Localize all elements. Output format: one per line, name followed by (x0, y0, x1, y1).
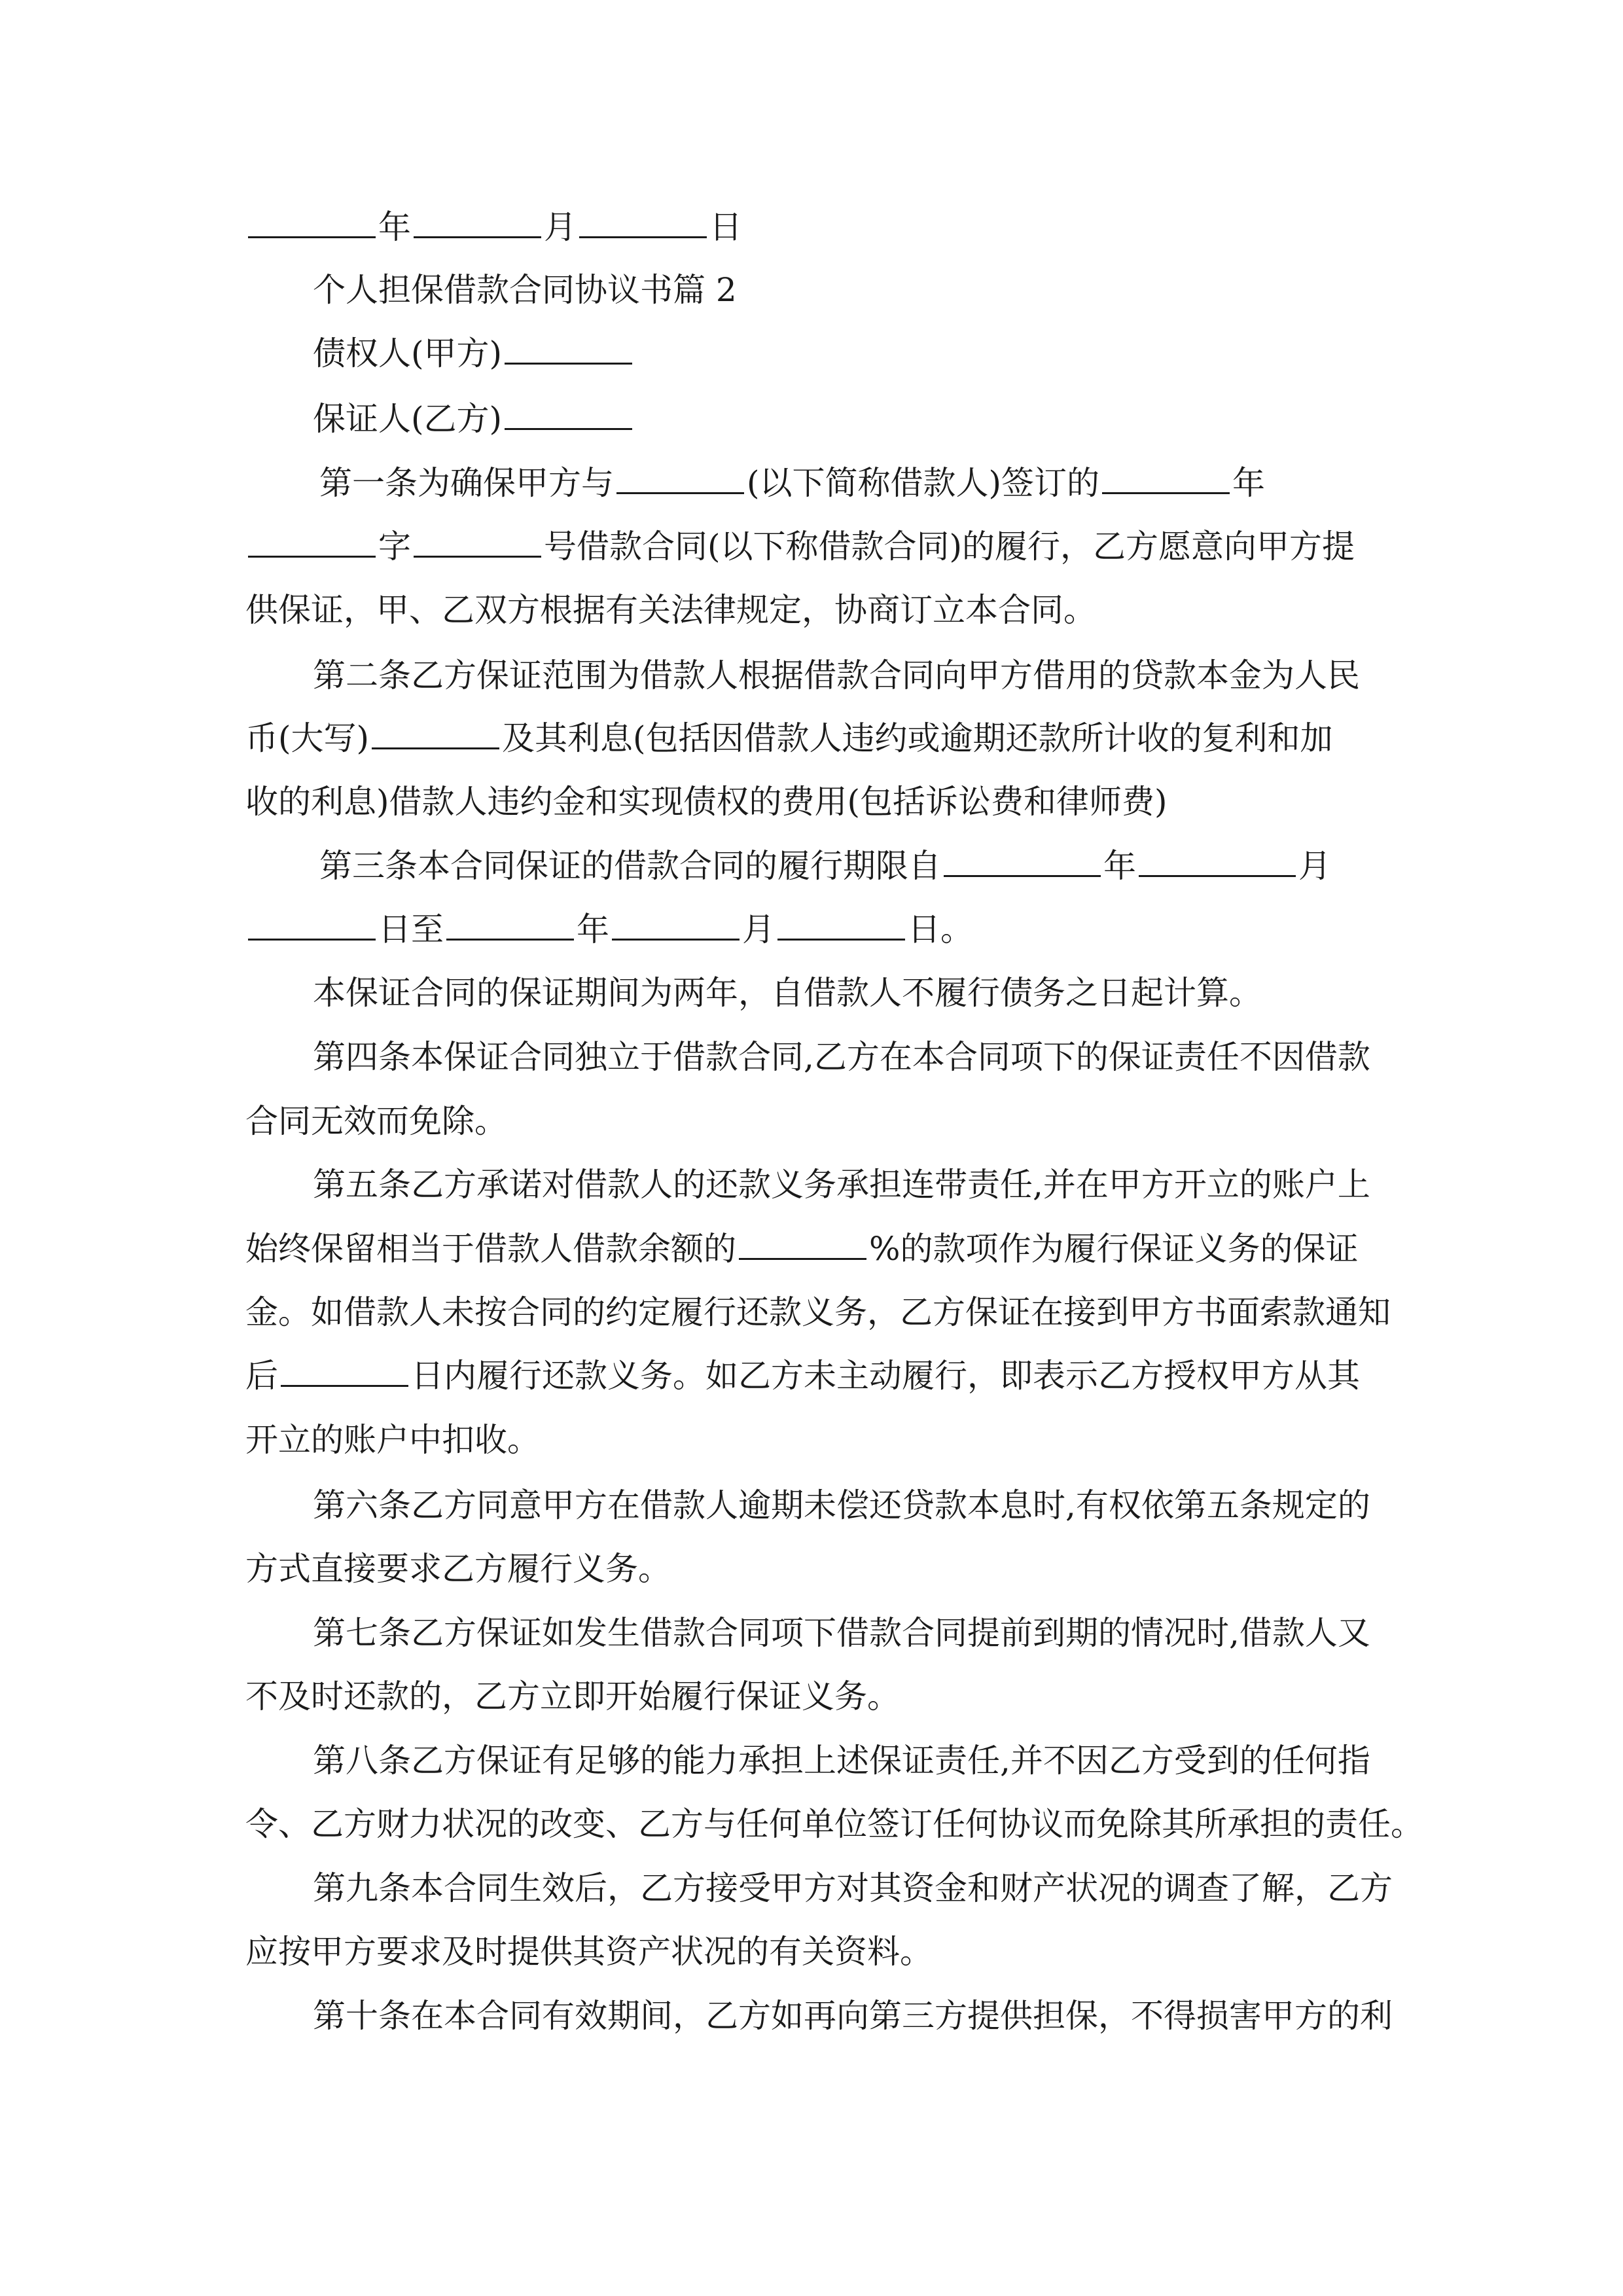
article-7-line-1: 第七条乙方保证如发生借款合同项下借款合同提前到期的情况时,借款人又 (313, 1614, 1370, 1652)
blank-field (777, 937, 905, 941)
text-run: 年 (1232, 464, 1266, 502)
blank-field (944, 874, 1101, 877)
blank-field (616, 491, 744, 494)
blank-field (414, 554, 541, 558)
text-run: 始终保留相当于借款人借款余额的 (245, 1230, 736, 1268)
article-10-line-1: 第十条在本合同有效期间，乙方如再向第三方提供担保，不得损害甲方的利 (313, 1997, 1393, 2035)
text-run: 后 (245, 1357, 278, 1395)
blank-field (739, 1257, 866, 1260)
blank-field (248, 235, 376, 238)
text-run: 第一条为确保甲方与 (319, 464, 614, 502)
blank-field (505, 427, 632, 430)
blank-field (446, 937, 574, 941)
article-1-line-1 (319, 460, 1384, 506)
text-run: 年 (577, 910, 609, 948)
article-5-line-5: 开立的账户中扣收。 (245, 1421, 540, 1459)
article-3-line-2 (245, 906, 1378, 952)
article-2-line-2 (245, 715, 1378, 761)
blank-field (505, 361, 632, 365)
day-label: 日 (709, 208, 742, 246)
text-run: 日内履行还款义务。如乙方未主动履行，即表示乙方授权甲方从其 (411, 1357, 1360, 1395)
blank-field (612, 937, 740, 941)
article-5-line-3: 金。如借款人未按合同的约定履行还款义务，乙方保证在接到甲方书面索款通知 (245, 1293, 1391, 1331)
article-4-line-2: 合同无效而免除。 (245, 1102, 507, 1140)
article-7-line-2: 不及时还款的，乙方立即开始履行保证义务。 (245, 1677, 900, 1715)
article-6-line-1: 第六条乙方同意甲方在借款人逾期未偿还贷款本息时,有权依第五条规定的 (313, 1486, 1370, 1524)
creditor-line (313, 331, 1378, 376)
text-run: 日至 (378, 910, 444, 948)
article-6-line-2: 方式直接要求乙方履行义务。 (245, 1550, 671, 1588)
article-1-line-2 (245, 524, 1378, 569)
guarantor-label: 保证人(乙方) (313, 400, 503, 438)
blank-field (579, 235, 707, 238)
guarantor-line (313, 396, 1378, 442)
article-2-line-1: 第二条乙方保证范围为借款人根据借款合同向甲方借用的贷款本金为人民 (313, 656, 1360, 694)
section-title: 个人担保借款合同协议书篇 2 (313, 271, 737, 309)
blank-field (414, 235, 541, 238)
text-run: %的款项作为履行保证义务的保证 (869, 1230, 1359, 1268)
guarantee-period: 本保证合同的保证期间为两年，自借款人不履行债务之日起计算。 (313, 974, 1262, 1012)
text-run: 月 (742, 910, 775, 948)
text-run: 币(大写) (245, 719, 370, 757)
blank-field (1139, 874, 1296, 877)
text-run: 月 (1298, 847, 1331, 885)
article-1-line-3: 供保证，甲、乙双方根据有关法律规定，协商订立本合同。 (245, 591, 1096, 629)
blank-field (372, 746, 499, 749)
month-label: 月 (544, 208, 577, 246)
article-4-line-1: 第四条本保证合同独立于借款合同,乙方在本合同项下的保证责任不因借款 (313, 1038, 1370, 1076)
text-run: 字 (378, 528, 411, 565)
year-label: 年 (378, 208, 411, 246)
creditor-label: 债权人(甲方) (313, 334, 503, 372)
text-run: 日。 (908, 910, 973, 948)
article-2-line-3: 收的利息)借款人违约金和实现债权的费用(包括诉讼费和律师费) (245, 783, 1168, 821)
blank-field (281, 1384, 408, 1387)
text-run: 第三条本合同保证的借款合同的履行期限自 (319, 847, 941, 885)
date-line (245, 204, 1378, 250)
article-3-line-1 (319, 843, 1384, 889)
blank-field (248, 554, 376, 558)
text-run: 年 (1103, 847, 1136, 885)
blank-field (1102, 491, 1230, 494)
article-5-line-1: 第五条乙方承诺对借款人的还款义务承担连带责任,并在甲方开立的账户上 (313, 1166, 1370, 1204)
text-run: 号借款合同(以下称借款合同)的履行，乙方愿意向甲方提 (544, 528, 1355, 565)
article-9-line-1: 第九条本合同生效后，乙方接受甲方对其资金和财产状况的调查了解，乙方 (313, 1869, 1393, 1907)
text-run: (以下简称借款人)签订的 (747, 464, 1100, 502)
blank-field (248, 937, 376, 941)
article-5-line-2 (245, 1226, 1378, 1272)
article-5-line-4 (245, 1353, 1378, 1399)
article-9-line-2: 应按甲方要求及时提供其资产状况的有关资料。 (245, 1933, 933, 1971)
text-run: 及其利息(包括因借款人违约或逾期还款所计收的复利和加 (502, 719, 1333, 757)
article-8-line-2: 令、乙方财力状况的改变、乙方与任何单位签订任何协议而免除其所承担的责任。 (245, 1805, 1423, 1843)
article-8-line-1: 第八条乙方保证有足够的能力承担上述保证责任,并不因乙方受到的任何指 (313, 1742, 1370, 1780)
